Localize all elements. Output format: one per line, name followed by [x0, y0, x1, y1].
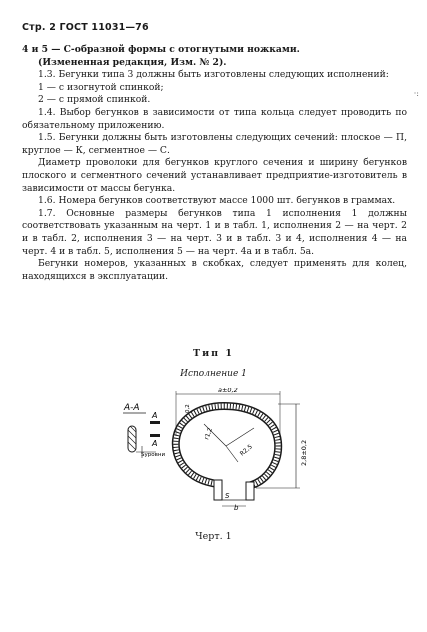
figure-caption: Черт. 1	[195, 531, 232, 542]
paragraph-1: 4 и 5 — С-образной формы с отогнутыми ножками.	[22, 44, 300, 55]
section-label: А-А	[124, 403, 140, 413]
body-text	[22, 44, 407, 283]
section-cut-top	[150, 421, 160, 424]
section-a-profile	[128, 426, 136, 452]
technical-drawing	[106, 388, 336, 518]
paragraph-5: 1.5. Бегунки должны быть изготовлены следующих сечений: плоское — П, круглое — К, сегментное — С.	[22, 132, 407, 156]
page-header: Стр. 2 ГОСТ 11031—76	[22, 22, 149, 33]
paragraph-3a: 1 — с изогнутой спинкой;	[38, 81, 164, 93]
execution-heading: Исполнение 1	[180, 369, 247, 379]
dim-r1-label: r1,2	[203, 426, 214, 441]
dim-s-label: S	[225, 492, 230, 500]
paragraph-4: 1.4. Выбор бегунков в зависимости от типа кольца следует проводить по обязательному приложению.	[22, 106, 407, 131]
radius-line-3	[226, 446, 238, 462]
paragraph-3b: 2 — с прямой спинкой.	[38, 94, 151, 106]
paragraph-6: Диаметр проволоки для бегунков круглого сечения и ширину бегунков плоского и сегментного сечений устанавливает предприятие-изготовитель в зависимости от массы бегунка.	[22, 157, 407, 194]
section-mark-top: А	[152, 411, 158, 420]
dim-b-label: b	[234, 504, 239, 512]
dim-r2-label: R2,5	[238, 443, 254, 458]
section-cut-bottom	[150, 434, 160, 437]
paragraph-2: (Измененная редакция, Изм. № 2).	[38, 56, 227, 68]
runner-ring	[176, 406, 278, 500]
paragraph-3: 1.3. Бегунки типа 3 должны быть изготовлены следующих исполнений:	[38, 69, 389, 81]
type-heading: Тип 1	[193, 348, 234, 359]
dim-width-label: а±0,2	[218, 388, 238, 394]
paragraph-9: Бегунки номеров, указанных в скобках, следует применять для колец, находящихся в эксплуатации.	[22, 258, 407, 282]
dim-ref-label: Sуровни	[141, 452, 166, 458]
dim-height-label: 2,8±0,2	[300, 439, 308, 466]
paragraph-8: 1.7. Основные размеры бегунков типа 1 исполнения 1 должны соответствовать указанным на черт. 1 и в табл. 1, исполнения 2 — на черт. 2 и в табл. 2, исполнения 3 — на черт. 3 и в табл. 3 и 4, исполнения 4 — на черт. 4 и в табл. 5, исполнения 5 — на черт. 4а и в табл. 5а.	[22, 207, 407, 257]
paragraph-7: 1.6. Номера бегунков соответствуют массе 1000 шт. бегунков в граммах.	[38, 195, 396, 207]
radius-line-2	[226, 428, 254, 446]
section-mark-bottom: А	[152, 439, 158, 448]
side-mark: ·:	[413, 89, 419, 98]
dim-top-label: 0,2	[185, 404, 191, 413]
